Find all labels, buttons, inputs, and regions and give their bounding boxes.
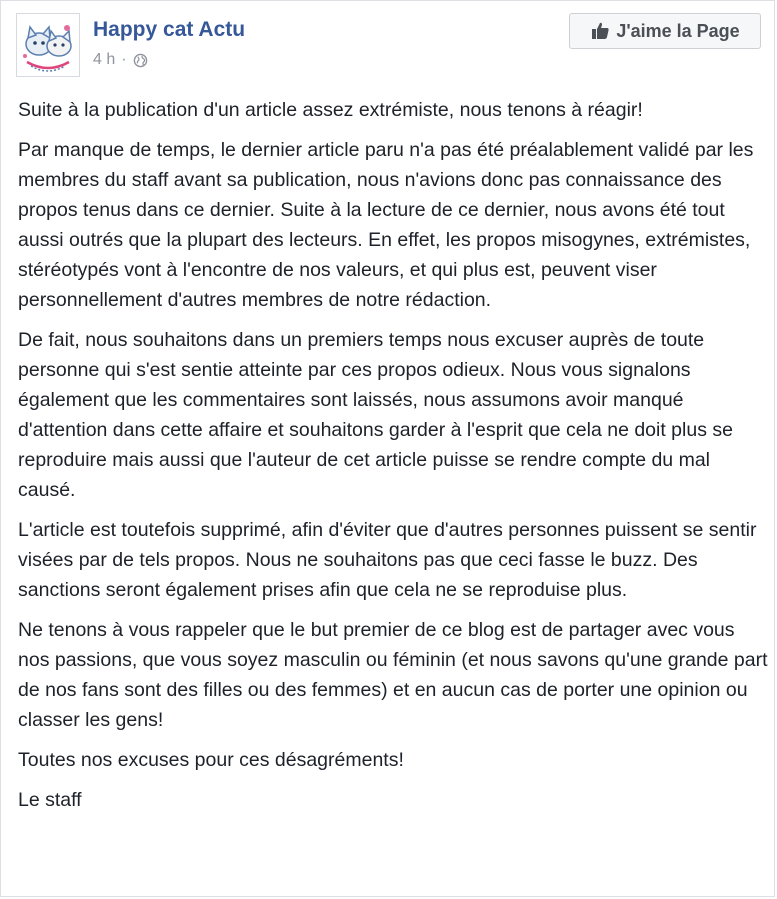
post-paragraph: Par manque de temps, le dernier article paru n'a pas été préalablement validé par les membres du staff avant sa publication, nous n'avions donc pas connaissance des propos tenus dans ce dernier. Suite à la lecture de ce dernier, nous avons été tout aussi outrés que la plupart des lecteurs. En effet, les propos misogynes, extrémistes, stéréotypés vont à l'encontre de nos valeurs, et qui plus est, peuvent viser personnellement d'autres membres de notre rédaction. <box>18 139 754 311</box>
post-paragraph: De fait, nous souhaitons dans un premiers temps nous excuser auprès de toute personne qui s'est sentie atteinte par ces propos odieux. Nous vous signalons également que les commentaires sont laissés, nous assumons avoir manqué d'attention dans cette affaire et souhaitons garder à l'esprit que cela ne doit plus se reproduire mais aussi que l'auteur de cet article puisse se rendre compte du mal causé. <box>18 329 733 501</box>
post-signature: Le staff <box>18 789 82 811</box>
thumbs-up-icon <box>590 21 610 41</box>
like-page-button-label: J'aime la Page <box>616 20 740 41</box>
meta-separator: · <box>121 51 127 68</box>
globe-icon[interactable] <box>133 53 148 68</box>
post-timestamp[interactable]: 4 h <box>93 51 116 68</box>
post-paragraph: Suite à la publication d'un article assez extrémiste, nous tenons à réagir! <box>18 99 643 121</box>
post-body <box>18 95 768 825</box>
post-paragraph: Ne tenons à vous rappeler que le but premier de ce blog est de partager avec vous nos passions, que vous soyez masculin ou féminin (et nous savons qu'une grande part de nos fans sont des filles ou des femmes) et en aucun cas de porter une opinion ou classer les gens! <box>18 619 768 731</box>
post-paragraph: Toutes nos excuses pour ces désagréments! <box>18 749 404 771</box>
like-page-button[interactable] <box>569 13 761 49</box>
post-paragraph: L'article est toutefois supprimé, afin d'éviter que d'autres personnes puissent se sentir visées par de tels propos. Nous ne souhaitons pas que ceci fasse le buzz. Des sanctions seront également prises afin que cela ne se reproduise plus. <box>18 519 757 601</box>
page-name-link[interactable]: Happy cat Actu <box>93 18 246 41</box>
post-header <box>16 13 761 79</box>
post-meta <box>93 51 148 69</box>
page-avatar[interactable] <box>16 13 80 77</box>
happy-cat-logo-icon <box>17 14 79 76</box>
